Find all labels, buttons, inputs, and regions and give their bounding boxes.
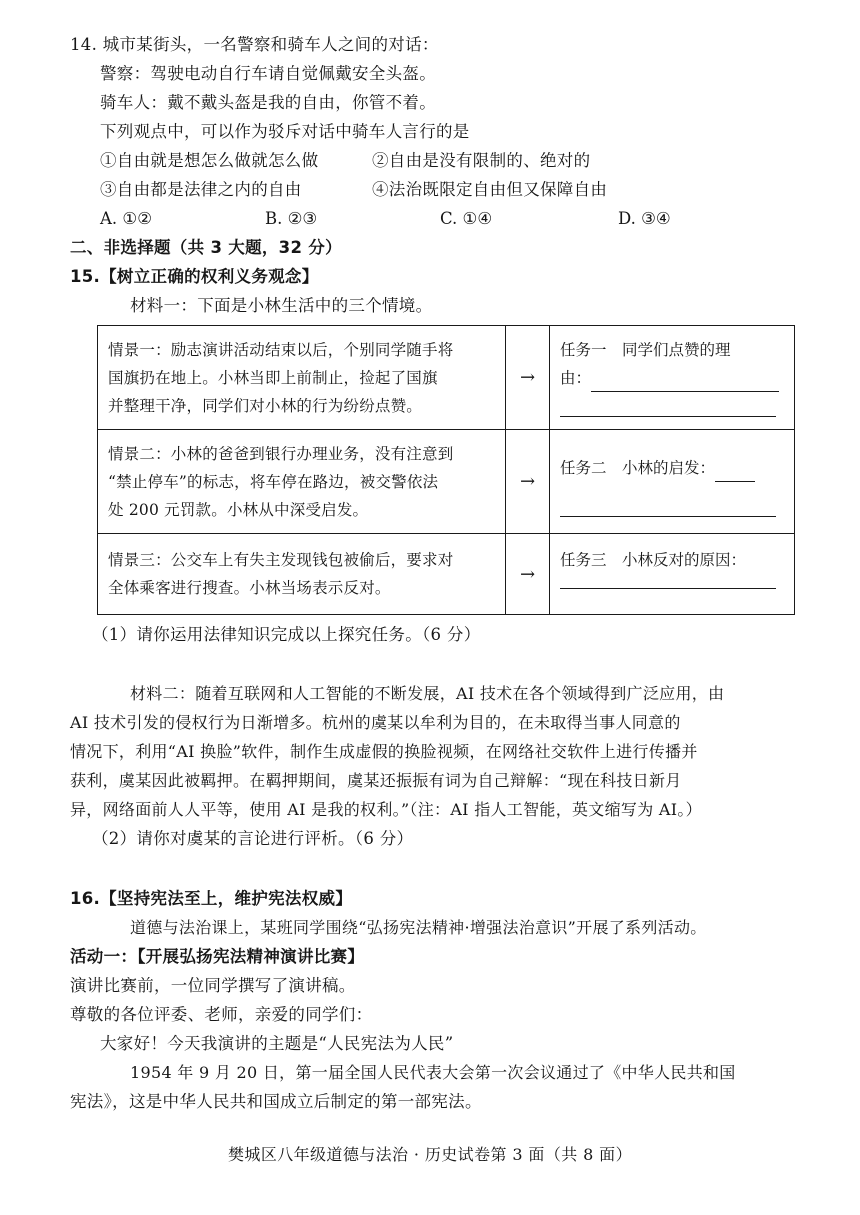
scene-3-cell: [98, 534, 506, 615]
q15-material2-line-1: 材料二：随着互联网和人工智能的不断发展，AI 技术在各个领域得到广泛应用，由: [130, 684, 725, 703]
task-1-label-2: 由：: [560, 369, 592, 387]
task-2-label: 任务二 小林的启发：: [560, 459, 716, 477]
q14-option-b[interactable]: B. ②③: [265, 209, 318, 228]
scene-2-line-1: 情景二：小林的爸爸到银行办理业务，没有注意到: [108, 445, 454, 463]
arrow-2: →: [506, 430, 550, 534]
task-1-answer-row: [560, 364, 786, 392]
table-row: [98, 534, 795, 615]
q15-material2-line-5: 异，网络面前人人平等，使用 AI 是我的权利。”（注：AI 指人工智能，英文缩写为 AI。）: [70, 800, 702, 819]
page-footer: 樊城区八年级道德与法治 · 历史试卷第 3 面（共 8 面）: [228, 1145, 632, 1164]
q14-prompt: 下列观点中，可以作为驳斥对话中骑车人言行的是: [100, 122, 470, 141]
section-2-title: 二、非选择题（共 3 大题，32 分）: [70, 238, 342, 257]
task-1-answer-blank[interactable]: [591, 373, 779, 392]
q14-option-c[interactable]: C. ①④: [440, 209, 493, 228]
arrow-3: →: [506, 534, 550, 615]
task-2-answer-row: [560, 454, 786, 482]
task-1-label: 任务一 同学们点赞的理: [560, 341, 731, 359]
scene-3-line-2: 全体乘客进行搜查。小林当场表示反对。: [108, 579, 391, 597]
scene-2-line-2: “禁止停车”的标志，将车停在路边，被交警依法: [108, 473, 439, 491]
q15-title: 15.【树立正确的权利义务观念】: [70, 267, 319, 286]
q14-option-d[interactable]: D. ③④: [618, 209, 671, 228]
task-1-cell: [550, 326, 795, 430]
q15-material2-line-3: 情况下，利用“AI 换脸”软件，制作生成虚假的换脸视频，在网络社交软件上进行传播并: [70, 742, 698, 761]
q16-intro: 道德与法治课上，某班同学围绕“弘扬宪法精神·增强法治意识”开展了系列活动。: [130, 918, 707, 937]
q16-line-1: 演讲比赛前，一位同学撰写了演讲稿。: [70, 976, 356, 995]
q15-material2-line-4: 获利，虞某因此被羁押。在羁押期间，虞某还振振有词为自己辩解：“现在科技日新月: [70, 771, 682, 790]
q16-title: 16.【坚持宪法至上，维护宪法权威】: [70, 889, 353, 908]
q15-sub-question-2: （2）请你对虞某的言论进行评析。（6 分）: [92, 829, 414, 848]
task-2-cell: [550, 430, 795, 534]
q16-line-2: 尊敬的各位评委、老师，亲爱的同学们：: [70, 1005, 373, 1024]
table-row: [98, 430, 795, 534]
q14-options: [100, 208, 740, 230]
scene-1-line-2: 国旗扔在地上。小林当即上前制止，捡起了国旗: [108, 369, 438, 387]
q14-police-line: 警察：驾驶电动自行车请自觉佩戴安全头盔。: [100, 64, 436, 83]
scene-1-cell: [98, 326, 506, 430]
q16-activity-1: 活动一：【开展弘扬宪法精神演讲比赛】: [70, 947, 365, 966]
q15-material2-line-2: AI 技术引发的侵权行为日渐增多。杭州的虞某以牟利为目的，在未取得当事人同意的: [70, 713, 681, 732]
q15-material1-intro: 材料一：下面是小林生活中的三个情境。: [130, 296, 433, 315]
q14-statement-3: ③自由都是法律之内的自由: [100, 180, 302, 199]
table-row: [98, 326, 795, 430]
task-3-answer-blank[interactable]: [560, 574, 776, 589]
task-2-answer-blank-2[interactable]: [560, 492, 776, 517]
scene-2-cell: [98, 430, 506, 534]
scene-1-line-3: 并整理干净，同学们对小林的行为纷纷点赞。: [108, 397, 423, 415]
scene-1-line-1: 情景一：励志演讲活动结束以后，个别同学随手将: [108, 341, 454, 359]
q14-option-a[interactable]: A. ①②: [100, 209, 152, 228]
q15-sub-question-1: （1）请你运用法律知识完成以上探究任务。（6 分）: [92, 625, 481, 644]
scene-2-line-3: 处 200 元罚款。小林从中深受启发。: [108, 501, 369, 519]
q14-statement-2: ②自由是没有限制的、绝对的: [372, 151, 591, 170]
q16-line-4: 1954 年 9 月 20 日，第一届全国人民代表大会第一次会议通过了《中华人民共和国: [130, 1063, 736, 1082]
q14-statement-4: ④法治既限定自由但又保障自由: [372, 180, 608, 199]
task-3-cell: [550, 534, 795, 615]
q14-stem: 14. 城市某街头，一名警察和骑车人之间的对话：: [70, 35, 439, 54]
q14-statement-1: ①自由就是想怎么做就怎么做: [100, 151, 319, 170]
q16-line-3: 大家好！今天我演讲的主题是“人民宪法为人民”: [100, 1034, 454, 1053]
task-3-label: 任务三 小林反对的原因：: [560, 551, 747, 569]
task-2-answer-blank[interactable]: [715, 463, 755, 482]
arrow-1: →: [506, 326, 550, 430]
task-1-answer-blank-2[interactable]: [560, 392, 776, 417]
q15-scene-table: [97, 325, 795, 615]
q14-rider-line: 骑车人：戴不戴头盔是我的自由，你管不着。: [100, 93, 436, 112]
q16-line-5: 宪法》，这是中华人民共和国成立后制定的第一部宪法。: [70, 1092, 482, 1111]
scene-3-line-1: 情景三：公交车上有失主发现钱包被偷后，要求对: [108, 551, 454, 569]
